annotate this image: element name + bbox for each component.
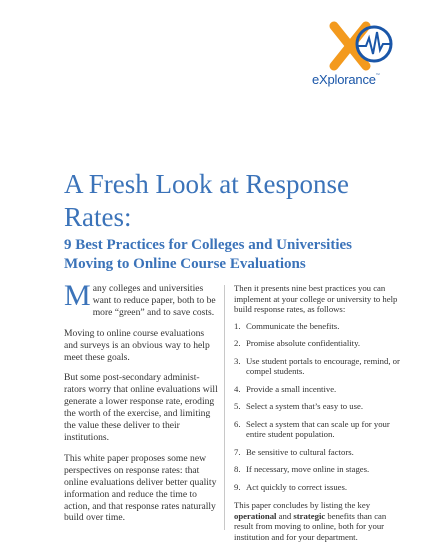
logo-wordmark: eXplorance™ xyxy=(312,72,380,87)
list-item: 2. Promise absolute confidentiality. xyxy=(234,338,361,348)
list-item: 9. Act quickly to correct issues. xyxy=(234,481,348,492)
column-divider xyxy=(224,285,225,530)
list-item: 7. Be sensitive to cultural factors. xyxy=(234,446,354,457)
conclusion-paragraph: This paper concludes by listing the key operational and strategic benefits than can result from moving to online, both for your institution and for your department. xyxy=(234,500,387,542)
paragraph-4: This white paper proposes some new perspectives on response rates: that online evaluations deliver better quality information and reduce the time to action, and that response rates naturally build over time. xyxy=(64,452,217,524)
list-item: 6. Select a system that can scale up for your entire student population. xyxy=(234,418,390,439)
drop-cap: M xyxy=(64,279,91,312)
list-item: 4. Provide a small incentive. xyxy=(234,383,337,394)
document-subtitle: 9 Best Practices for Colleges and Universities Moving to Online Course Evaluations xyxy=(64,237,352,272)
paragraph-2: Moving to online course evaluations and surveys is an obvious way to help meet these goals. xyxy=(64,327,210,363)
intro-paragraph: Many colleges and universities want to reduce paper, both to be more “green” and to save costs. xyxy=(64,279,216,318)
logo-x-mark-icon xyxy=(322,20,402,72)
list-item: 5. Select a system that’s easy to use. xyxy=(234,401,364,411)
list-item: 3. Use student portals to encourage, remind, or compel students. xyxy=(234,355,400,376)
list-item: 8. If necessary, move online in stages. xyxy=(234,464,370,474)
left-column xyxy=(64,279,219,533)
practices-intro: Then it presents nine best practices you can implement at your college or university to help build response rates, as follows: xyxy=(234,283,398,314)
best-practices-list xyxy=(234,321,400,493)
list-item: 1. Communicate the benefits. xyxy=(234,320,340,331)
document-title: A Fresh Look at Response Rates: xyxy=(64,169,349,232)
right-column xyxy=(234,283,400,551)
explorance-logo xyxy=(312,20,412,92)
paragraph-3: But some post-secondary administ-rators worry that online evaluations will generate a lower response rate, eroding the worth of the exercise, and limiting the value these deliver to their institutions. xyxy=(64,372,218,443)
